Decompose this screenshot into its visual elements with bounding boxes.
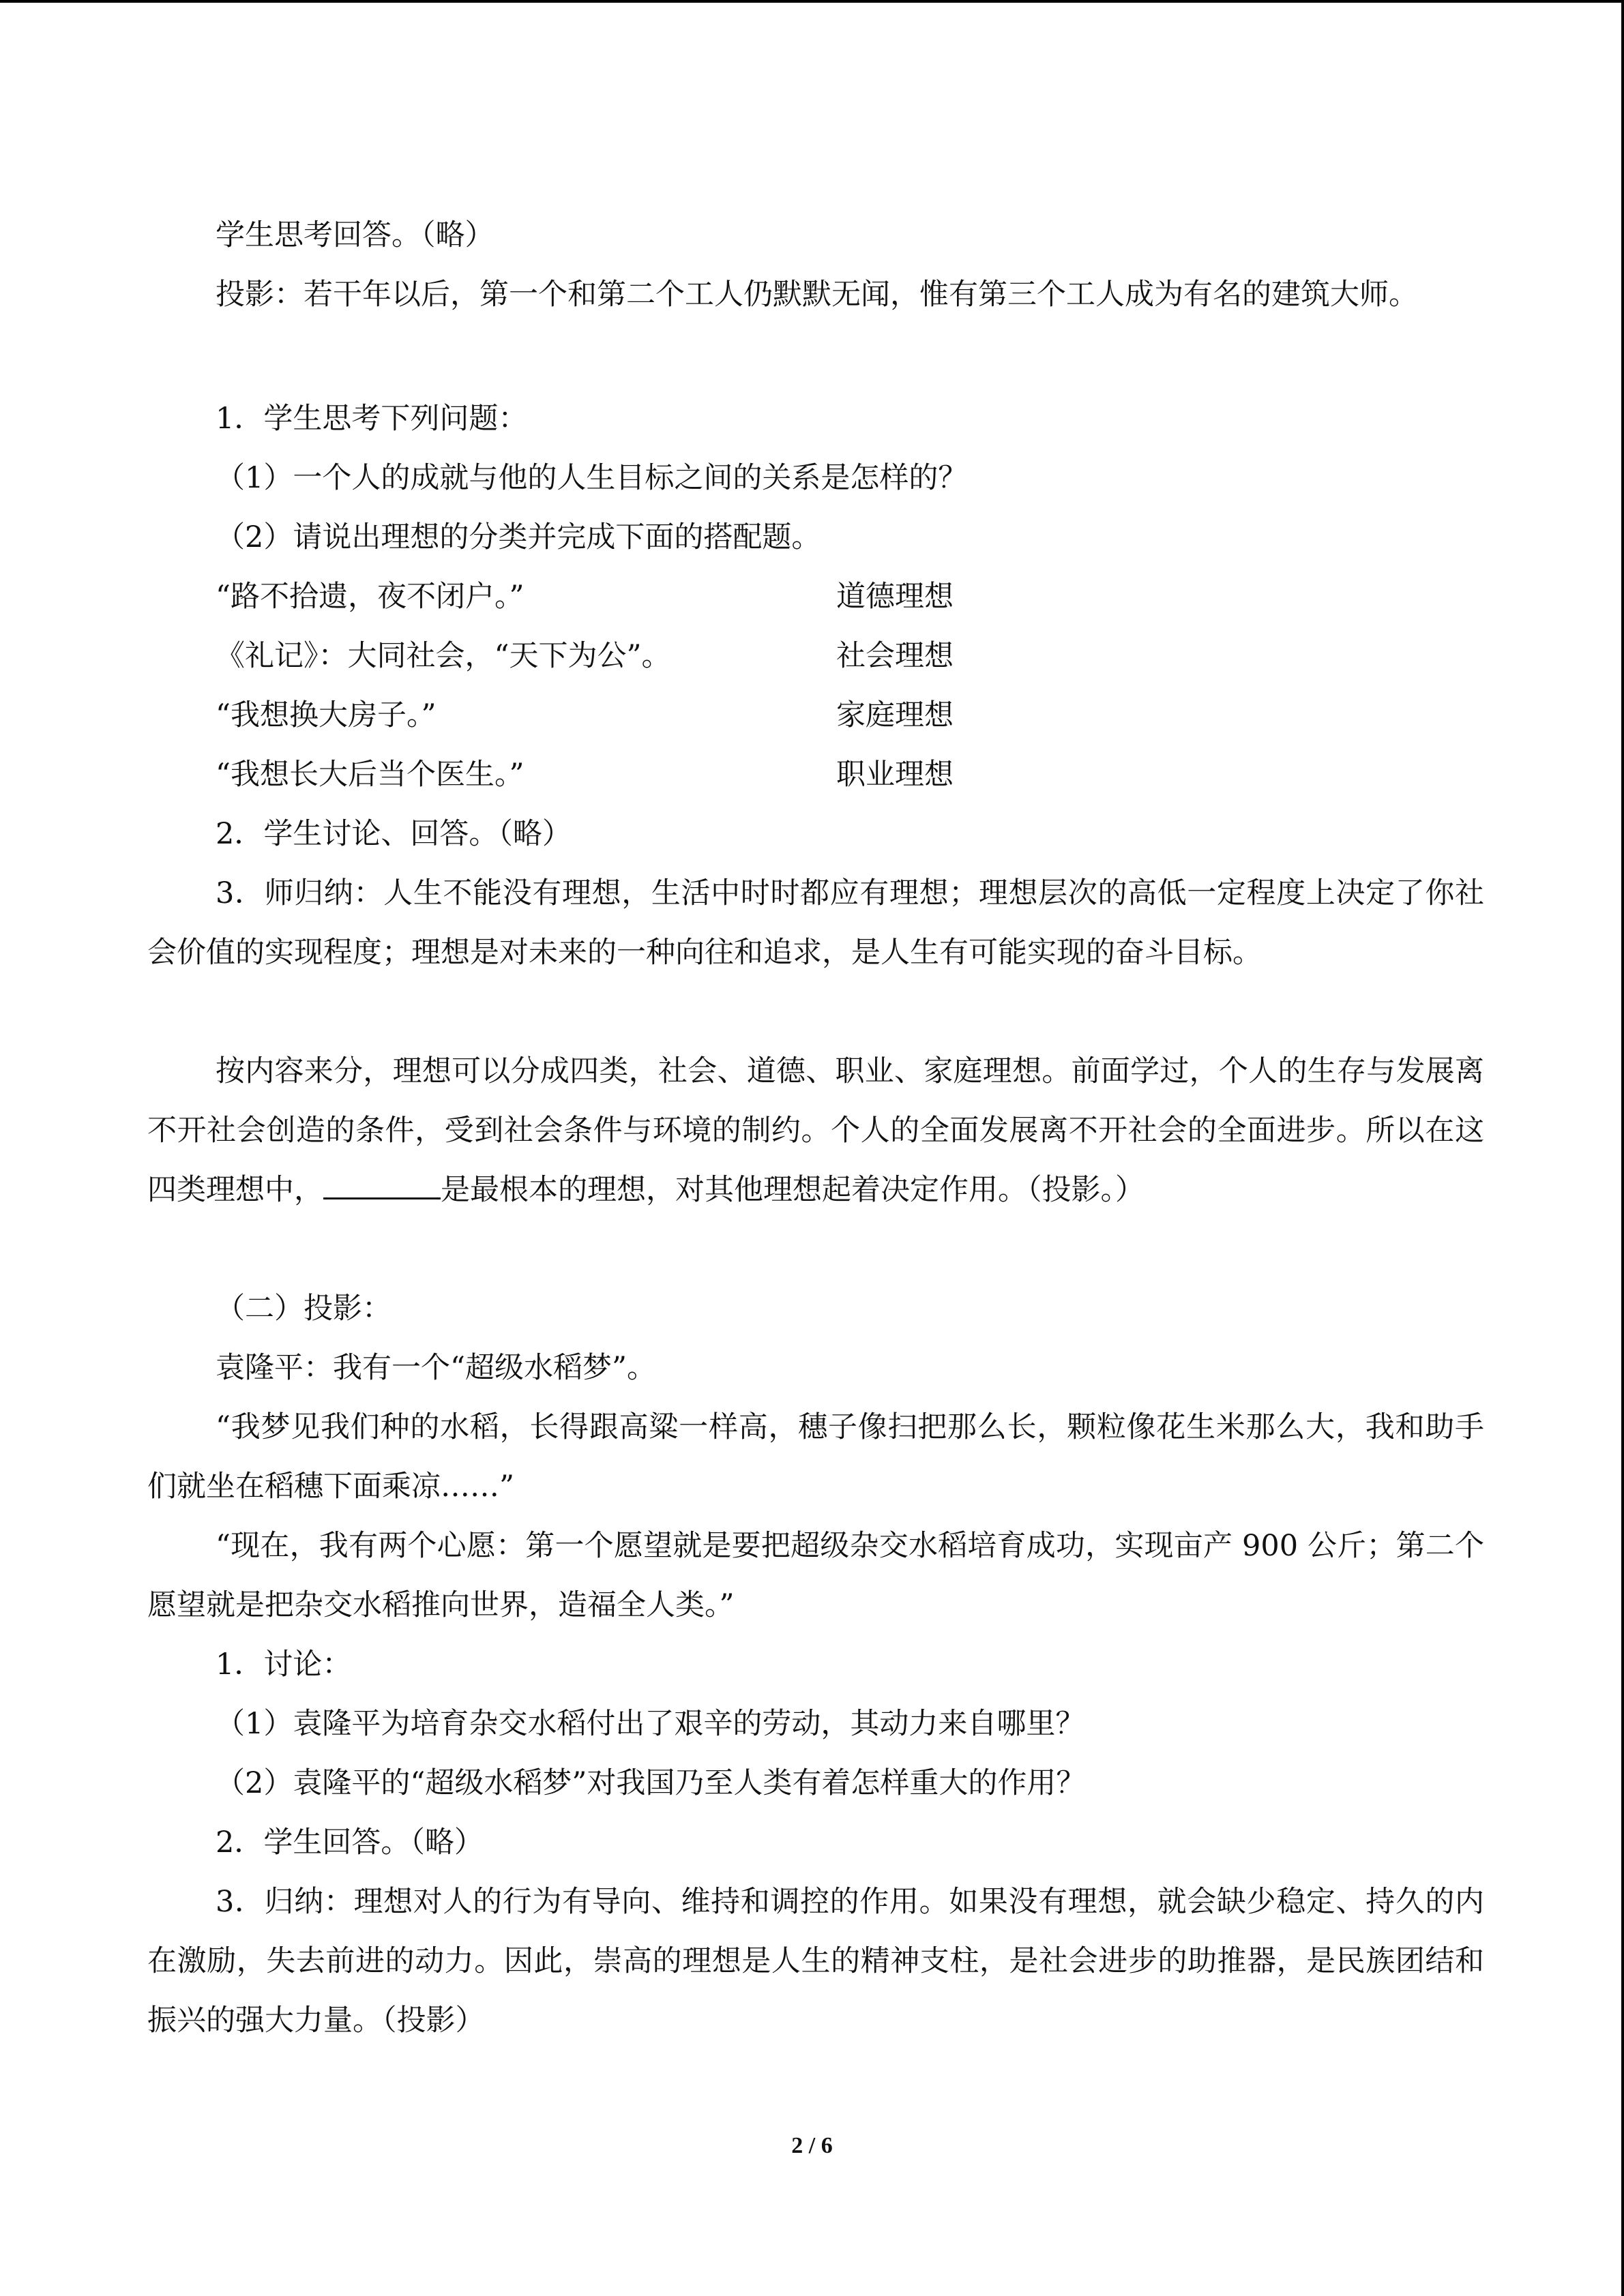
- matching-left: “我想长大后当个医生。”: [216, 758, 525, 792]
- paragraph-text: 是最根本的理想，对其他理想起着决定作用。（投影。）: [441, 1173, 1145, 1207]
- paragraph-text: 按内容来分，理想可以分成四类，社会、道德、职业、家庭理想。前面学过，个人的生存与发展离不开社会创造的条件，受到社会条件与环境的制约。个人的全面发展离不开社会的全面进步。所以在这四类理想中，: [147, 1054, 1484, 1207]
- matching-left: “路不拾遗，夜不闭户。”: [216, 580, 525, 614]
- text-line: 1．学生思考下列问题：: [216, 402, 528, 436]
- right-border: [1621, 0, 1624, 2296]
- top-border: [0, 0, 1624, 3]
- text-line: （1）袁隆平为培育杂交水稻付出了艰辛的劳动，其动力来自哪里？: [216, 1707, 1085, 1741]
- fill-blank[interactable]: [323, 1167, 441, 1199]
- text-line: 2．学生讨论、回答。（略）: [216, 817, 572, 851]
- paragraph: 投影：若干年以后，第一个和第二个工人仍默默无闻，惟有第三个工人成为有名的建筑大师。: [216, 278, 1418, 312]
- text-line: 1．讨论：: [216, 1648, 352, 1682]
- text-line: （2）请说出理想的分类并完成下面的搭配题。: [216, 520, 821, 554]
- paragraph: 3．归纳：理想对人的行为有导向、维持和调控的作用。如果没有理想，就会缺少稳定、持久的内在激励，失去前进的动力。因此，崇高的理想是人生的精神支柱，是社会进步的助推器，是民族团结和振兴的强大力量。（投影）: [147, 1885, 1484, 2038]
- text-line: 2．学生回答。（略）: [216, 1825, 484, 1860]
- text-line: 袁隆平：我有一个“超级水稻梦”。: [216, 1351, 656, 1385]
- paragraph: “我梦见我们种的水稻，长得跟高粱一样高，穗子像扫把那么长，颗粒像花生米那么大，我和助手们就坐在稻穗下面乘凉……”: [147, 1410, 1484, 1504]
- paragraph: “现在，我有两个心愿：第一个愿望就是要把超级杂交水稻培育成功，实现亩产 900 公斤；第二个愿望就是把杂交水稻推向世界，造福全人类。”: [147, 1529, 1484, 1622]
- text-line: （二）投影：: [216, 1292, 392, 1326]
- matching-left: “我想换大房子。”: [216, 698, 437, 732]
- paragraph-with-blank: [147, 1042, 1484, 1220]
- text-line: （2）袁隆平的“超级水稻梦”对我国乃至人类有着怎样重大的作用？: [216, 1766, 1086, 1800]
- text-line: （1）一个人的成就与他的人生目标之间的关系是怎样的？: [216, 461, 968, 495]
- matching-left: 《礼记》：大同社会，“天下为公”。: [216, 639, 671, 673]
- matching-right: 家庭理想: [836, 698, 954, 732]
- matching-right: 道德理想: [836, 580, 954, 614]
- matching-right: 社会理想: [836, 639, 954, 673]
- text-line: 学生思考回答。（略）: [216, 218, 494, 252]
- paragraph: 3．师归纳：人生不能没有理想，生活中时时都应有理想；理想层次的高低一定程度上决定了你社会价值的实现程度；理想是对未来的一种向往和追求，是人生有可能实现的奋斗目标。: [147, 876, 1484, 970]
- page-number: 2 / 6: [791, 2133, 833, 2158]
- matching-right: 职业理想: [836, 758, 954, 792]
